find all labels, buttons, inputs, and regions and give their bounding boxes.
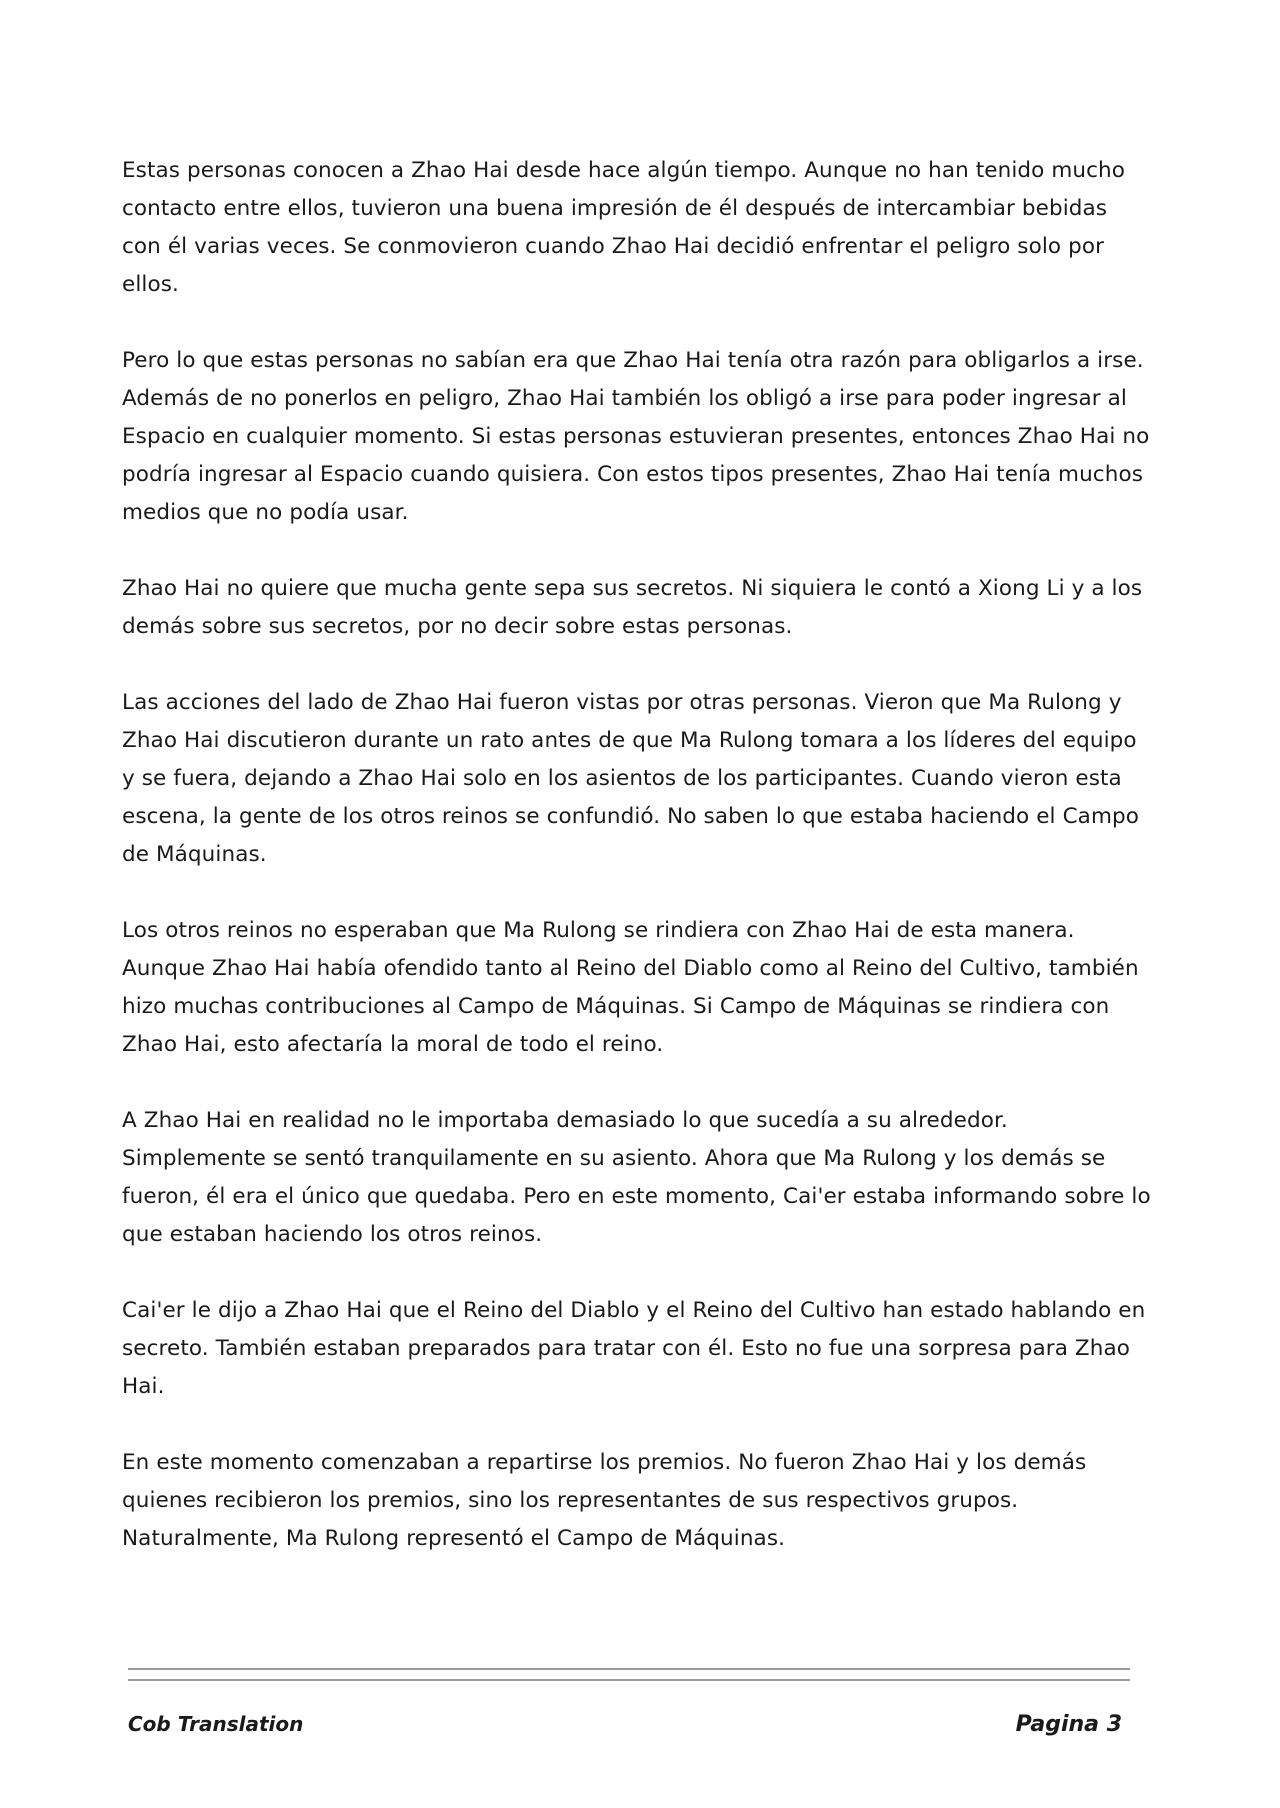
footer-translator-credit: Cob Translation: [128, 1712, 304, 1736]
paragraph-3: Zhao Hai no quiere que mucha gente sepa sus secretos. Ni siquiera le contó a Xiong Li y a los demás sobre sus secretos, por no decir sobre estas personas.: [122, 576, 1143, 639]
paragraph-4: Las acciones del lado de Zhao Hai fueron vistas por otras personas. Vieron que Ma Rulong y Zhao Hai discutieron durante un rato antes de que Ma Rulong tomara a los líderes del equipo y se fuera, dejando a Zhao Hai solo en los asientos de los participantes. Cuando vieron esta escena, la gente de los otros reinos se confundió. No saben lo que estaba haciendo el Campo de Máquinas.: [122, 690, 1139, 867]
paragraph-8: En este momento comenzaban a repartirse los premios. No fueron Zhao Hai y los demás quienes recibieron los premios, sino los representantes de sus respectivos grupos. Naturalmente, Ma Rulong representó el Campo de Máquinas.: [122, 1450, 1087, 1551]
footer-divider: [128, 1668, 1130, 1681]
footer-rule-top: [128, 1668, 1130, 1670]
paragraph-7: Cai'er le dijo a Zhao Hai que el Reino del Diablo y el Reino del Cultivo han estado hablando en secreto. También estaban preparados para tratar con él. Esto no fue una sorpresa para Zhao Hai.: [122, 1298, 1146, 1399]
paragraph-1: Estas personas conocen a Zhao Hai desde hace algún tiempo. Aunque no han tenido mucho contacto entre ellos, tuvieron una buena impresión de él después de intercambiar bebidas con él varias veces. Se conmovieron cuando Zhao Hai decidió enfrentar el peligro solo por ellos.: [122, 158, 1126, 297]
paragraph-6: A Zhao Hai en realidad no le importaba demasiado lo que sucedía a su alrededor. Simplemente se sentó tranquilamente en su asiento. Ahora que Ma Rulong y los demás se fueron, él era el único que quedaba. Pero en este momento, Cai'er estaba informando sobre lo que estaban haciendo los otros reinos.: [122, 1108, 1151, 1247]
paragraph-2: Pero lo que estas personas no sabían era que Zhao Hai tenía otra razón para obligarlos a irse. Además de no ponerlos en peligro, Zhao Hai también los obligó a irse para poder ingresar al Espacio en cualquier momento. Si estas personas estuvieran presentes, entonces Zhao Hai no podría ingresar al Espacio cuando quisiera. Con estos tipos presentes, Zhao Hai tenía muchos medios que no podía usar.: [122, 348, 1150, 525]
page-body: [122, 152, 1152, 1596]
footer-page-number: Pagina 3: [1015, 1712, 1122, 1737]
paragraph-5: Los otros reinos no esperaban que Ma Rulong se rindiera con Zhao Hai de esta manera. Aunque Zhao Hai había ofendido tanto al Reino del Diablo como al Reino del Cultivo, también hizo muchas contribuciones al Campo de Máquinas. Si Campo de Máquinas se rindiera con Zhao Hai, esto afectaría la moral de todo el reino.: [122, 918, 1139, 1057]
footer-rule-bottom: [128, 1679, 1130, 1681]
